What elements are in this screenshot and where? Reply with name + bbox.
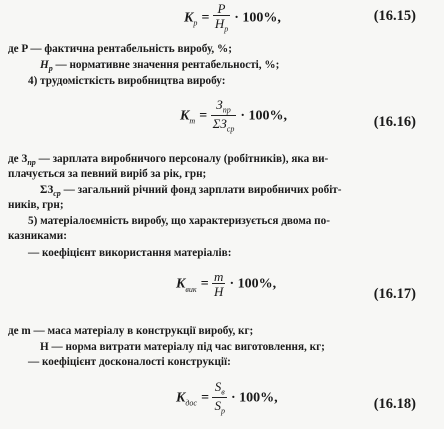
formula-number: (16.17) — [373, 286, 416, 302]
text-line: де P — фактична рентабельність виробу, %; — [8, 43, 232, 55]
text-line: — коефіцієнт використання матеріалів: — [28, 247, 232, 259]
formula-16-16: $K_т$ = $\frac{З_{пр}}{\Sigma З_{ср}}$ · 100%, — [180, 97, 288, 134]
formula-16-15: $K_р$ = $\frac{P}{H_р}$ · 100%, — [184, 1, 281, 34]
fraction: $\frac{S_в}{S_р}$ — [214, 379, 225, 416]
formula-number: (16.18) — [373, 396, 416, 412]
text-line: 4) трудомісткість виробництва виробу: — [28, 75, 226, 87]
text-line: 5) матеріалоємність виробу, що характеризується двома по- — [28, 215, 330, 227]
text-line: плачується за певний виріб за рік, грн; — [8, 168, 207, 180]
fraction: $\frac{З_{пр}}{\Sigma З_{ср}}$ — [212, 97, 235, 134]
fraction: $\frac{P}{H_р}$ — [214, 1, 229, 34]
text-line: де m — маса матеріалу в конструкції виробу, кг; — [8, 325, 254, 337]
text-line: ників, грн; — [8, 199, 64, 211]
text-line: — коефіцієнт досконалості конструкції: — [28, 356, 231, 368]
text-line: казниками: — [8, 230, 67, 242]
formula-number: (16.16) — [373, 114, 416, 130]
formula-16-18: $K_{дос}$ = $\frac{S_в}{S_р}$ · 100%, — [176, 379, 278, 416]
fraction: $\frac{m}{H}$ — [214, 269, 224, 299]
text-line: де $З_{пр}$ — зарплата виробничого персоналу (робітників), яка ви- — [8, 153, 329, 168]
text-line: H — норма витрати матеріалу під час виготовлення, кг; — [40, 341, 325, 353]
text-line: $H_р$ — нормативне значення рентабельності, %; — [40, 59, 280, 74]
text-line: $\Sigma З_{ср}$ — загальний річний фонд зарплати виробничих робіт- — [40, 184, 342, 199]
formula-number: (16.15) — [373, 8, 416, 24]
formula-16-17: $K_{вик}$ = $\frac{m}{H}$ · 100%, — [176, 269, 277, 299]
